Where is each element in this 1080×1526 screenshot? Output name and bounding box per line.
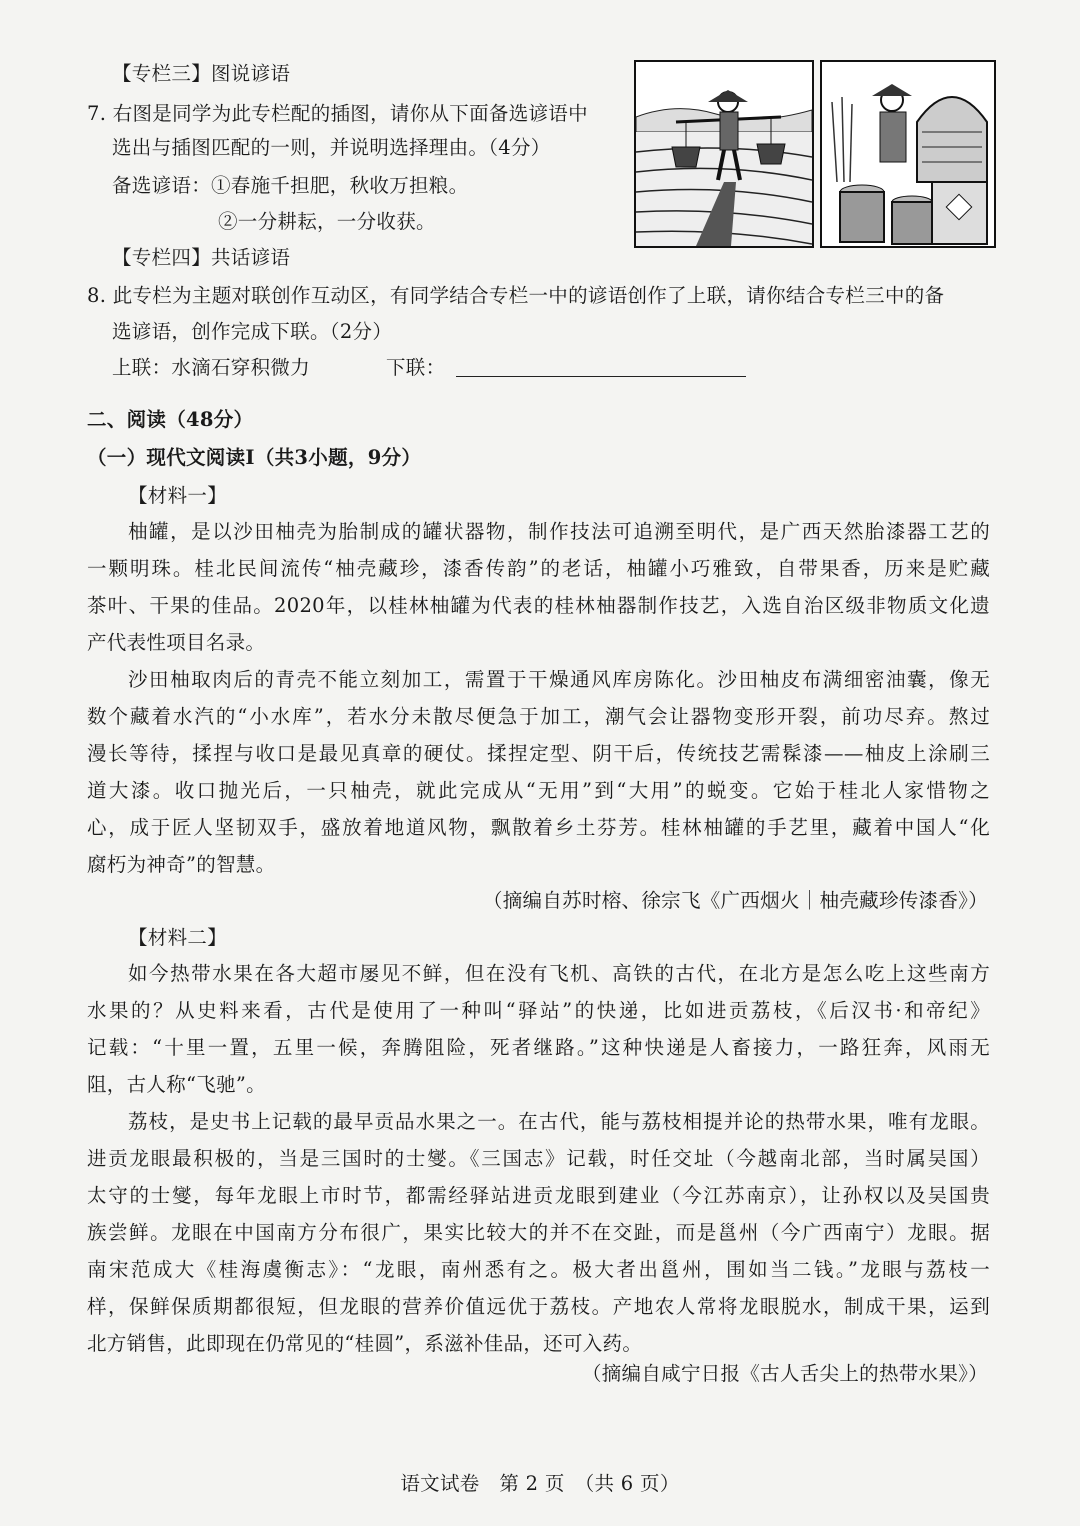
- material-2-line: 进贡龙眼最积极的，当是三国时的士燮。《三国志》记载，时任交址（今越南北部，当时属吴国）: [87, 1147, 990, 1170]
- question-7-line2: 选出与插图匹配的一则，并说明选择理由。（4分）: [112, 136, 551, 159]
- reading-section-title: 二、阅读（48分）: [87, 408, 254, 431]
- material-1-line: 茶叶、干果的佳品。2020年，以桂林柚罐为代表的桂林柚器制作技艺，入选自治区级非物质文化遗: [87, 594, 990, 617]
- material-1-line: 漫长等待，揉捏与收口是最见真章的硬仗。揉捏定型、阴干后，传统技艺需髹漆——柚皮上涂刷三: [87, 742, 990, 765]
- material-2-line: 阻，古人称“飞驰”。: [87, 1073, 266, 1096]
- material-2-line: 太守的士燮，每年龙眼上市时节，都需经驿站进贡龙眼到建业（今江苏南京），让孙权以及吴国贵: [87, 1184, 990, 1207]
- material-1-label: 【材料一】: [128, 484, 228, 507]
- material-1-line: 数个藏着水汽的“小水库”，若水分未散尽便急于加工，潮气会让器物变形开裂，前功尽弃。熬过: [87, 705, 990, 728]
- material-2-line: 记载：“十里一置，五里一候，奔腾阻险，死者继路。”这种快递是人畜接力，一路狂奔，风雨无: [87, 1036, 990, 1059]
- material-2-line: 荔枝，是史书上记载的最早贡品水果之一。在古代，能与荔枝相提并论的热带水果，唯有龙眼。: [128, 1110, 990, 1133]
- illustration-farmer-carrying: [634, 60, 814, 248]
- material-1-line: 道大漆。收口抛光后，一只柚壳，就此完成从“无用”到“大用”的蜕变。它始于桂北人家惜物之: [87, 779, 990, 802]
- section3-header: 【专栏三】图说谚语: [112, 62, 291, 85]
- proverb-option-1: 备选谚语：①春施千担肥，秋收万担粮。: [112, 174, 469, 197]
- material-2-line: 南宋范成大《桂海虞衡志》：“龙眼，南州悉有之。极大者出邕州，围如当二钱。”龙眼与荔枝一: [87, 1258, 990, 1281]
- material-2-label: 【材料二】: [128, 926, 228, 949]
- material-1-source: （摘编自苏时榕、徐宗飞《广西烟火｜柚壳藏珍传漆香》）: [482, 889, 988, 912]
- material-1-line: 沙田柚取肉后的青壳不能立刻加工，需置于干燥通风库房陈化。沙田柚皮布满细密油囊，像无: [128, 668, 990, 691]
- material-1-line: 产代表性项目名录。: [87, 631, 266, 654]
- question-8-line1: 8. 此专栏为主题对联创作互动区，有同学结合专栏一中的谚语创作了上联，请你结合专栏三中的备: [87, 284, 945, 307]
- material-1-line: 腐朽为神奇”的智慧。: [87, 853, 276, 876]
- lower-couplet-label: 下联：: [386, 356, 446, 379]
- section4-header: 【专栏四】共话谚语: [112, 246, 291, 269]
- material-2-line: 北方销售，此即现在仍常见的“桂圆”，系滋补佳品，还可入药。: [87, 1332, 643, 1355]
- material-2-line: 如今热带水果在各大超市屡见不鲜，但在没有飞机、高铁的古代，在北方是怎么吃上这些南方: [128, 962, 990, 985]
- farmer-carrying-icon: [636, 62, 812, 246]
- material-1-line: 心，成于匠人坚韧双手，盛放着地道风物，飘散着乡土芬芳。桂林柚罐的手艺里，藏着中国人“化: [87, 816, 990, 839]
- material-2-line: 样，保鲜保质期都很短，但龙眼的营养价值远优于荔枝。产地农人常将龙眼脱水，制成干果，运到: [87, 1295, 990, 1318]
- lower-couplet-answer-line[interactable]: [456, 376, 746, 377]
- illustration-harvest: [820, 60, 996, 248]
- material-2-line: 族尝鲜。龙眼在中国南方分布很广，果实比较大的并不在交趾，而是邕州（今广西南宁）龙眼。据: [87, 1221, 990, 1244]
- material-1-line: 柚罐，是以沙田柚壳为胎制成的罐状器物，制作技法可追溯至明代，是广西天然胎漆器工艺的: [128, 520, 990, 543]
- material-2-line: 水果的？从史料来看，古代是使用了一种叫“驿站”的快递，比如进贡荔枝，《后汉书·和帝纪》: [87, 999, 990, 1022]
- material-2-source: （摘编自咸宁日报《古人舌尖上的热带水果》）: [581, 1362, 988, 1385]
- page-footer: 语文试卷 第 2 页 （共 6 页）: [400, 1472, 680, 1495]
- proverb-option-2: ②一分耕耘，一分收获。: [218, 210, 436, 233]
- harvest-icon: [822, 62, 994, 246]
- upper-couplet: 上联：水滴石穿积微力: [112, 356, 311, 379]
- question-8-line2: 选谚语，创作完成下联。（2分）: [112, 320, 393, 343]
- reading-subsection-title: （一）现代文阅读Ⅰ（共3小题，9分）: [87, 446, 422, 469]
- question-7-line1: 7. 右图是同学为此专栏配的插图，请你从下面备选谚语中: [87, 102, 588, 125]
- material-1-line: 一颗明珠。桂北民间流传“柚壳藏珍，漆香传韵”的老话，柚罐小巧雅致，自带果香，历来是贮藏: [87, 557, 990, 580]
